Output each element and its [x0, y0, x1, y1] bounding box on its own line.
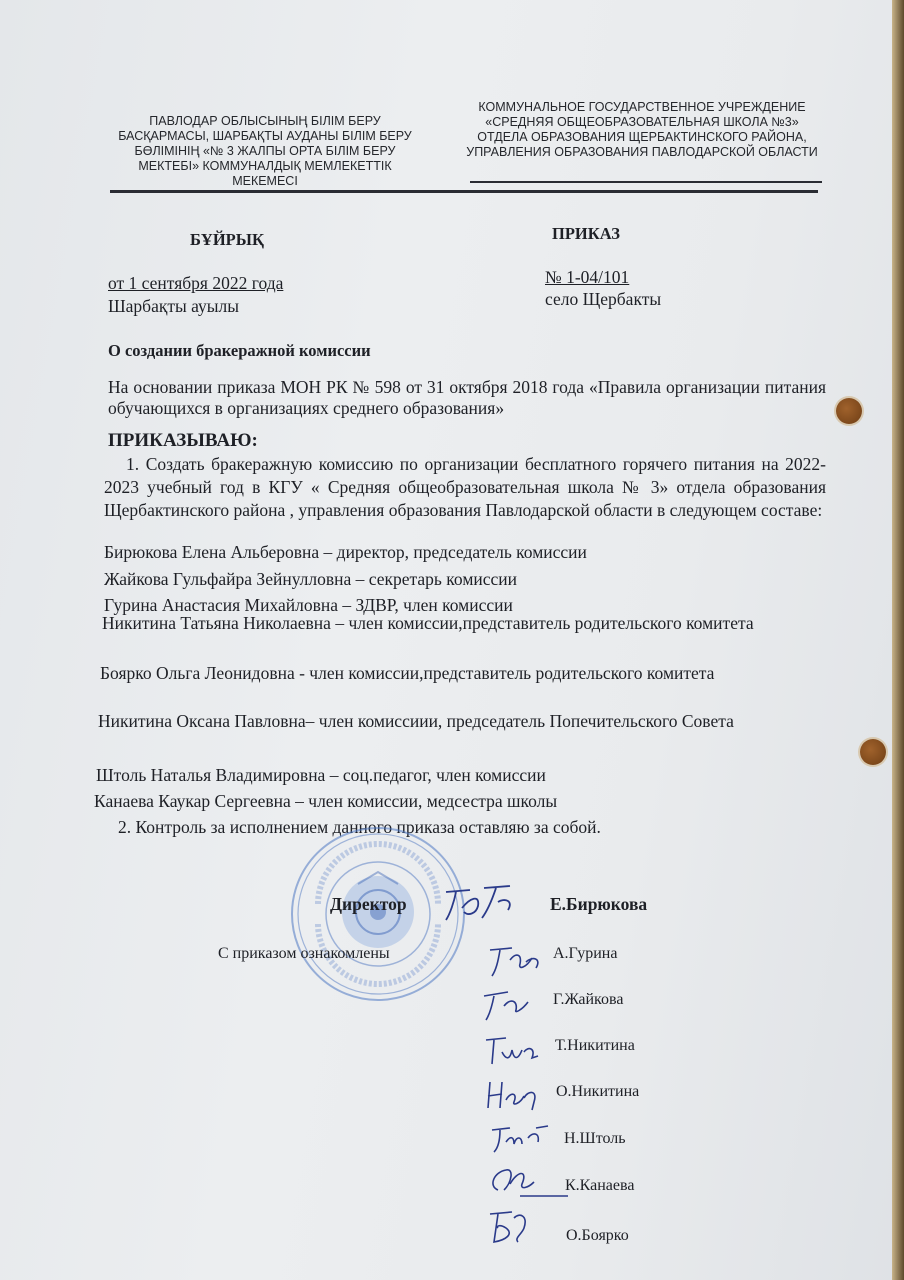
header-left-kz: ПАВЛОДАР ОБЛЫСЫНЫҢ БІЛІМ БЕРУ БАСҚАРМАСЫ, ШАРБАҚТЫ АУДАНЫ БІЛІМ БЕРУ БӨЛІМІНІҢ «№ 3 ЖАЛПЫ ОРТА БІЛІМ БЕРУ МЕКТЕБІ» КОММУНАЛДЫҚ МЕМЛЕКЕТТІК МЕКЕМЕСІ [118, 114, 412, 188]
title-ru: ПРИКАЗ [552, 224, 620, 243]
signature-kanaeva [484, 1160, 570, 1206]
punch-hole-top [836, 398, 862, 424]
order-number: № 1-04/101 [545, 267, 630, 287]
ack-name-7: О.Боярко [566, 1227, 629, 1244]
member-4: Никитина Татьяна Николаевна – член комиссии,представитель родительского комитета [102, 613, 754, 633]
signature-gurina [486, 940, 546, 980]
signature-o-nikitina [484, 1074, 544, 1114]
ack-name-4: О.Никитина [556, 1083, 640, 1100]
signature-boyarko [484, 1204, 544, 1248]
order-date: от 1 сентября 2022 года [108, 273, 284, 293]
ack-name-1: А.Гурина [553, 945, 618, 962]
item-2: 2. Контроль за исполнением данного приказа оставляю за собой. [118, 817, 601, 837]
member-6: Никитина Оксана Павловна– член комиссиии, председатель Попечительского Совета [98, 711, 734, 731]
header-right-ru: КОММУНАЛЬНОЕ ГОСУДАРСТВЕННОЕ УЧРЕЖДЕНИЕ «СРЕДНЯЯ ОБЩЕОБРАЗОВАТЕЛЬНАЯ ШКОЛА №3» ОТДЕЛА ОБРАЗОВАНИЯ ЩЕРБАКТИНСКОГО РАЙОНА, УПРАВЛЕНИЯ ОБРАЗОВАНИЯ ПАВЛОДАРСКОЙ ОБЛАСТИ [466, 100, 818, 159]
member-5: Боярко Ольга Леонидовна - член комиссии,представитель родительского комитета [100, 663, 715, 683]
member-8: Канаева Каукар Сергеевна – член комиссии, медсестра школы [94, 791, 558, 811]
ack-name-6: К.Канаева [565, 1177, 635, 1194]
punch-hole-bottom [860, 739, 886, 765]
item-1: 1. Создать бракеражную комиссию по организации бесплатного горячего питания на 2022-2023 учебный год в КГУ « Средняя общеобразовательная школа № 3» отдела образования Щербактинского района , управления образования Павлодарской области в следующем составе: [104, 454, 826, 520]
order-subject: О создании бракеражной комиссии [108, 341, 371, 360]
ack-name-2: Г.Жайкова [553, 991, 624, 1008]
member-2: Жайкова Гульфайра Зейнулловна – секретарь комиссии [104, 569, 518, 589]
ack-name-3: Т.Никитина [555, 1037, 635, 1054]
director-signature [440, 880, 520, 930]
member-3: Гурина Анастасия Михайловна – ЗДВР, член комиссии [104, 595, 513, 615]
member-1: Бирюкова Елена Альберовна – директор, председатель комиссии [104, 542, 587, 562]
signatory-name: Е.Бирюкова [550, 894, 648, 914]
signature-shtol [488, 1118, 552, 1158]
signature-t-nikitina [482, 1030, 542, 1070]
signature-zhaikova [478, 984, 538, 1024]
ack-name-5: Н.Штоль [564, 1130, 626, 1147]
place-kz: Шарбақты ауылы [108, 296, 240, 316]
basis-paragraph: На основании приказа МОН РК № 598 от 31 октября 2018 года «Правила организации питания обучающихся в организациях среднего образования» [108, 377, 826, 418]
place-ru: село Щербакты [545, 289, 662, 309]
signatory-title: Директор [330, 894, 407, 914]
title-kz: БҰЙРЫҚ [190, 230, 264, 249]
acknowledged-label: С приказом ознакомлены [218, 945, 390, 962]
header-rule-top [470, 181, 822, 183]
order-directive: ПРИКАЗЫВАЮ: [108, 430, 258, 451]
member-7: Штоль Наталья Владимировна – соц.педагог, член комиссии [96, 765, 546, 785]
table-edge [892, 0, 904, 1280]
header-rule [110, 190, 818, 193]
